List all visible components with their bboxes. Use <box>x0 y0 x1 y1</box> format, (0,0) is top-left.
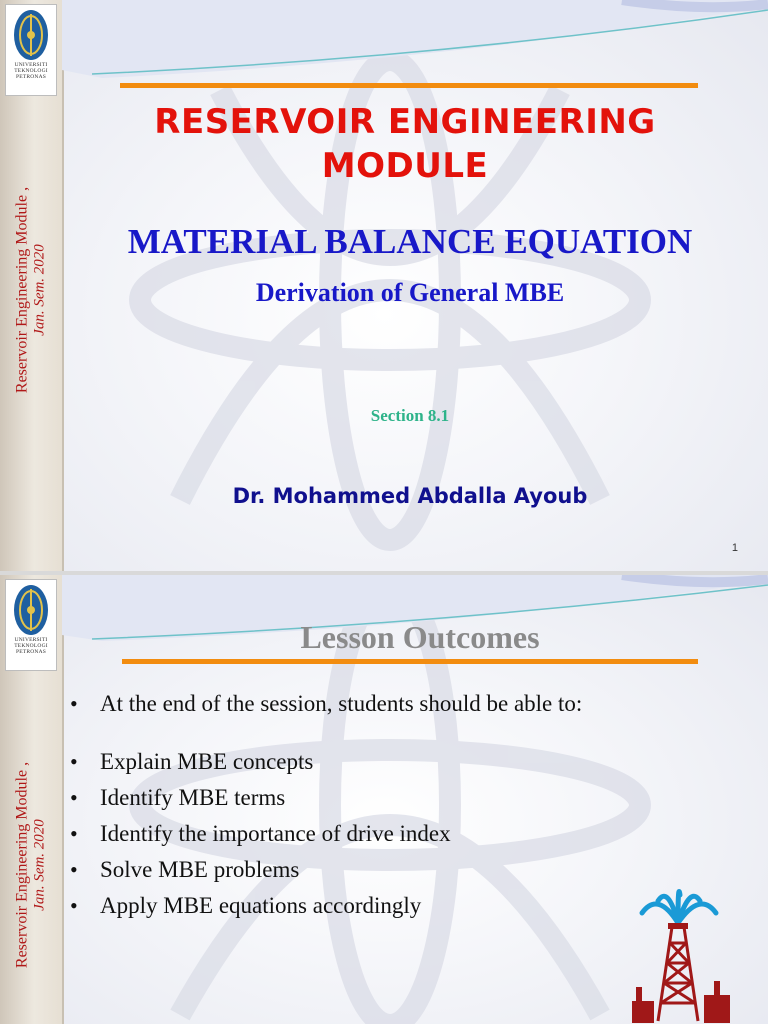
list-item <box>68 689 582 725</box>
page-number: 1 <box>731 542 738 554</box>
outcomes-list <box>68 689 582 927</box>
sidebar-course-label <box>14 187 49 393</box>
subtopic-title: Derivation of General MBE <box>255 278 565 307</box>
author-name: Dr. Mohammed Abdalla Ayoub <box>232 484 588 508</box>
logo-text <box>6 62 56 80</box>
lesson-title: Lesson Outcomes <box>300 619 540 655</box>
list-item-text: Apply MBE equations accordingly <box>100 893 422 918</box>
list-item-text: At the end of the session, students should be able to: <box>100 691 583 716</box>
list-item-text: Explain MBE concepts <box>100 749 314 774</box>
list-item <box>68 891 582 927</box>
logo-text <box>6 637 56 655</box>
logo-line: UNIVERSITI <box>14 637 48 643</box>
title-rule <box>122 659 698 664</box>
sidebar-label-line2: Jan. Sem. 2020 <box>31 244 48 336</box>
list-item <box>68 783 582 819</box>
bullet-icon: • <box>70 821 78 846</box>
module-title-line1: RESERVOIR ENGINEERING <box>154 102 656 142</box>
sidebar <box>0 575 64 1024</box>
list-item-text: Solve MBE problems <box>100 857 300 882</box>
utp-emblem-icon <box>12 8 50 62</box>
utp-emblem-icon <box>12 583 50 637</box>
list-item-text: Identify the importance of drive index <box>100 821 451 846</box>
section-label: Section 8.1 <box>370 406 450 425</box>
sidebar <box>0 0 64 571</box>
sidebar-label-line2: Jan. Sem. 2020 <box>31 819 48 911</box>
logo-line: TEKNOLOGI <box>14 643 48 649</box>
oil-rig-fountain-icon <box>628 883 738 1024</box>
bullet-icon: • <box>70 691 78 716</box>
title-rule <box>120 83 698 88</box>
module-title-line2: MODULE <box>321 146 489 186</box>
list-item-text: Identify MBE terms <box>100 785 286 810</box>
bullet-icon: • <box>70 749 78 774</box>
sidebar-course-label <box>14 762 49 968</box>
header-swoosh <box>62 0 768 80</box>
list-item <box>68 819 582 855</box>
sidebar-label-line1: Reservoir Engineering Module , <box>13 761 31 969</box>
list-item <box>68 855 582 891</box>
logo-line: PETRONAS <box>15 74 47 80</box>
university-logo <box>5 4 57 96</box>
sidebar-label-line1: Reservoir Engineering Module , <box>13 186 31 394</box>
logo-line: TEKNOLOGI <box>14 68 48 74</box>
list-item <box>68 747 582 783</box>
bullet-icon: • <box>70 893 78 918</box>
university-logo <box>5 579 57 671</box>
topic-title: MATERIAL BALANCE EQUATION <box>127 222 693 261</box>
logo-line: UNIVERSITI <box>14 62 48 68</box>
bullet-icon: • <box>70 785 78 810</box>
slide-2 <box>0 575 768 1024</box>
logo-line: PETRONAS <box>15 649 47 655</box>
bullet-icon: • <box>70 857 78 882</box>
module-title <box>110 100 700 188</box>
